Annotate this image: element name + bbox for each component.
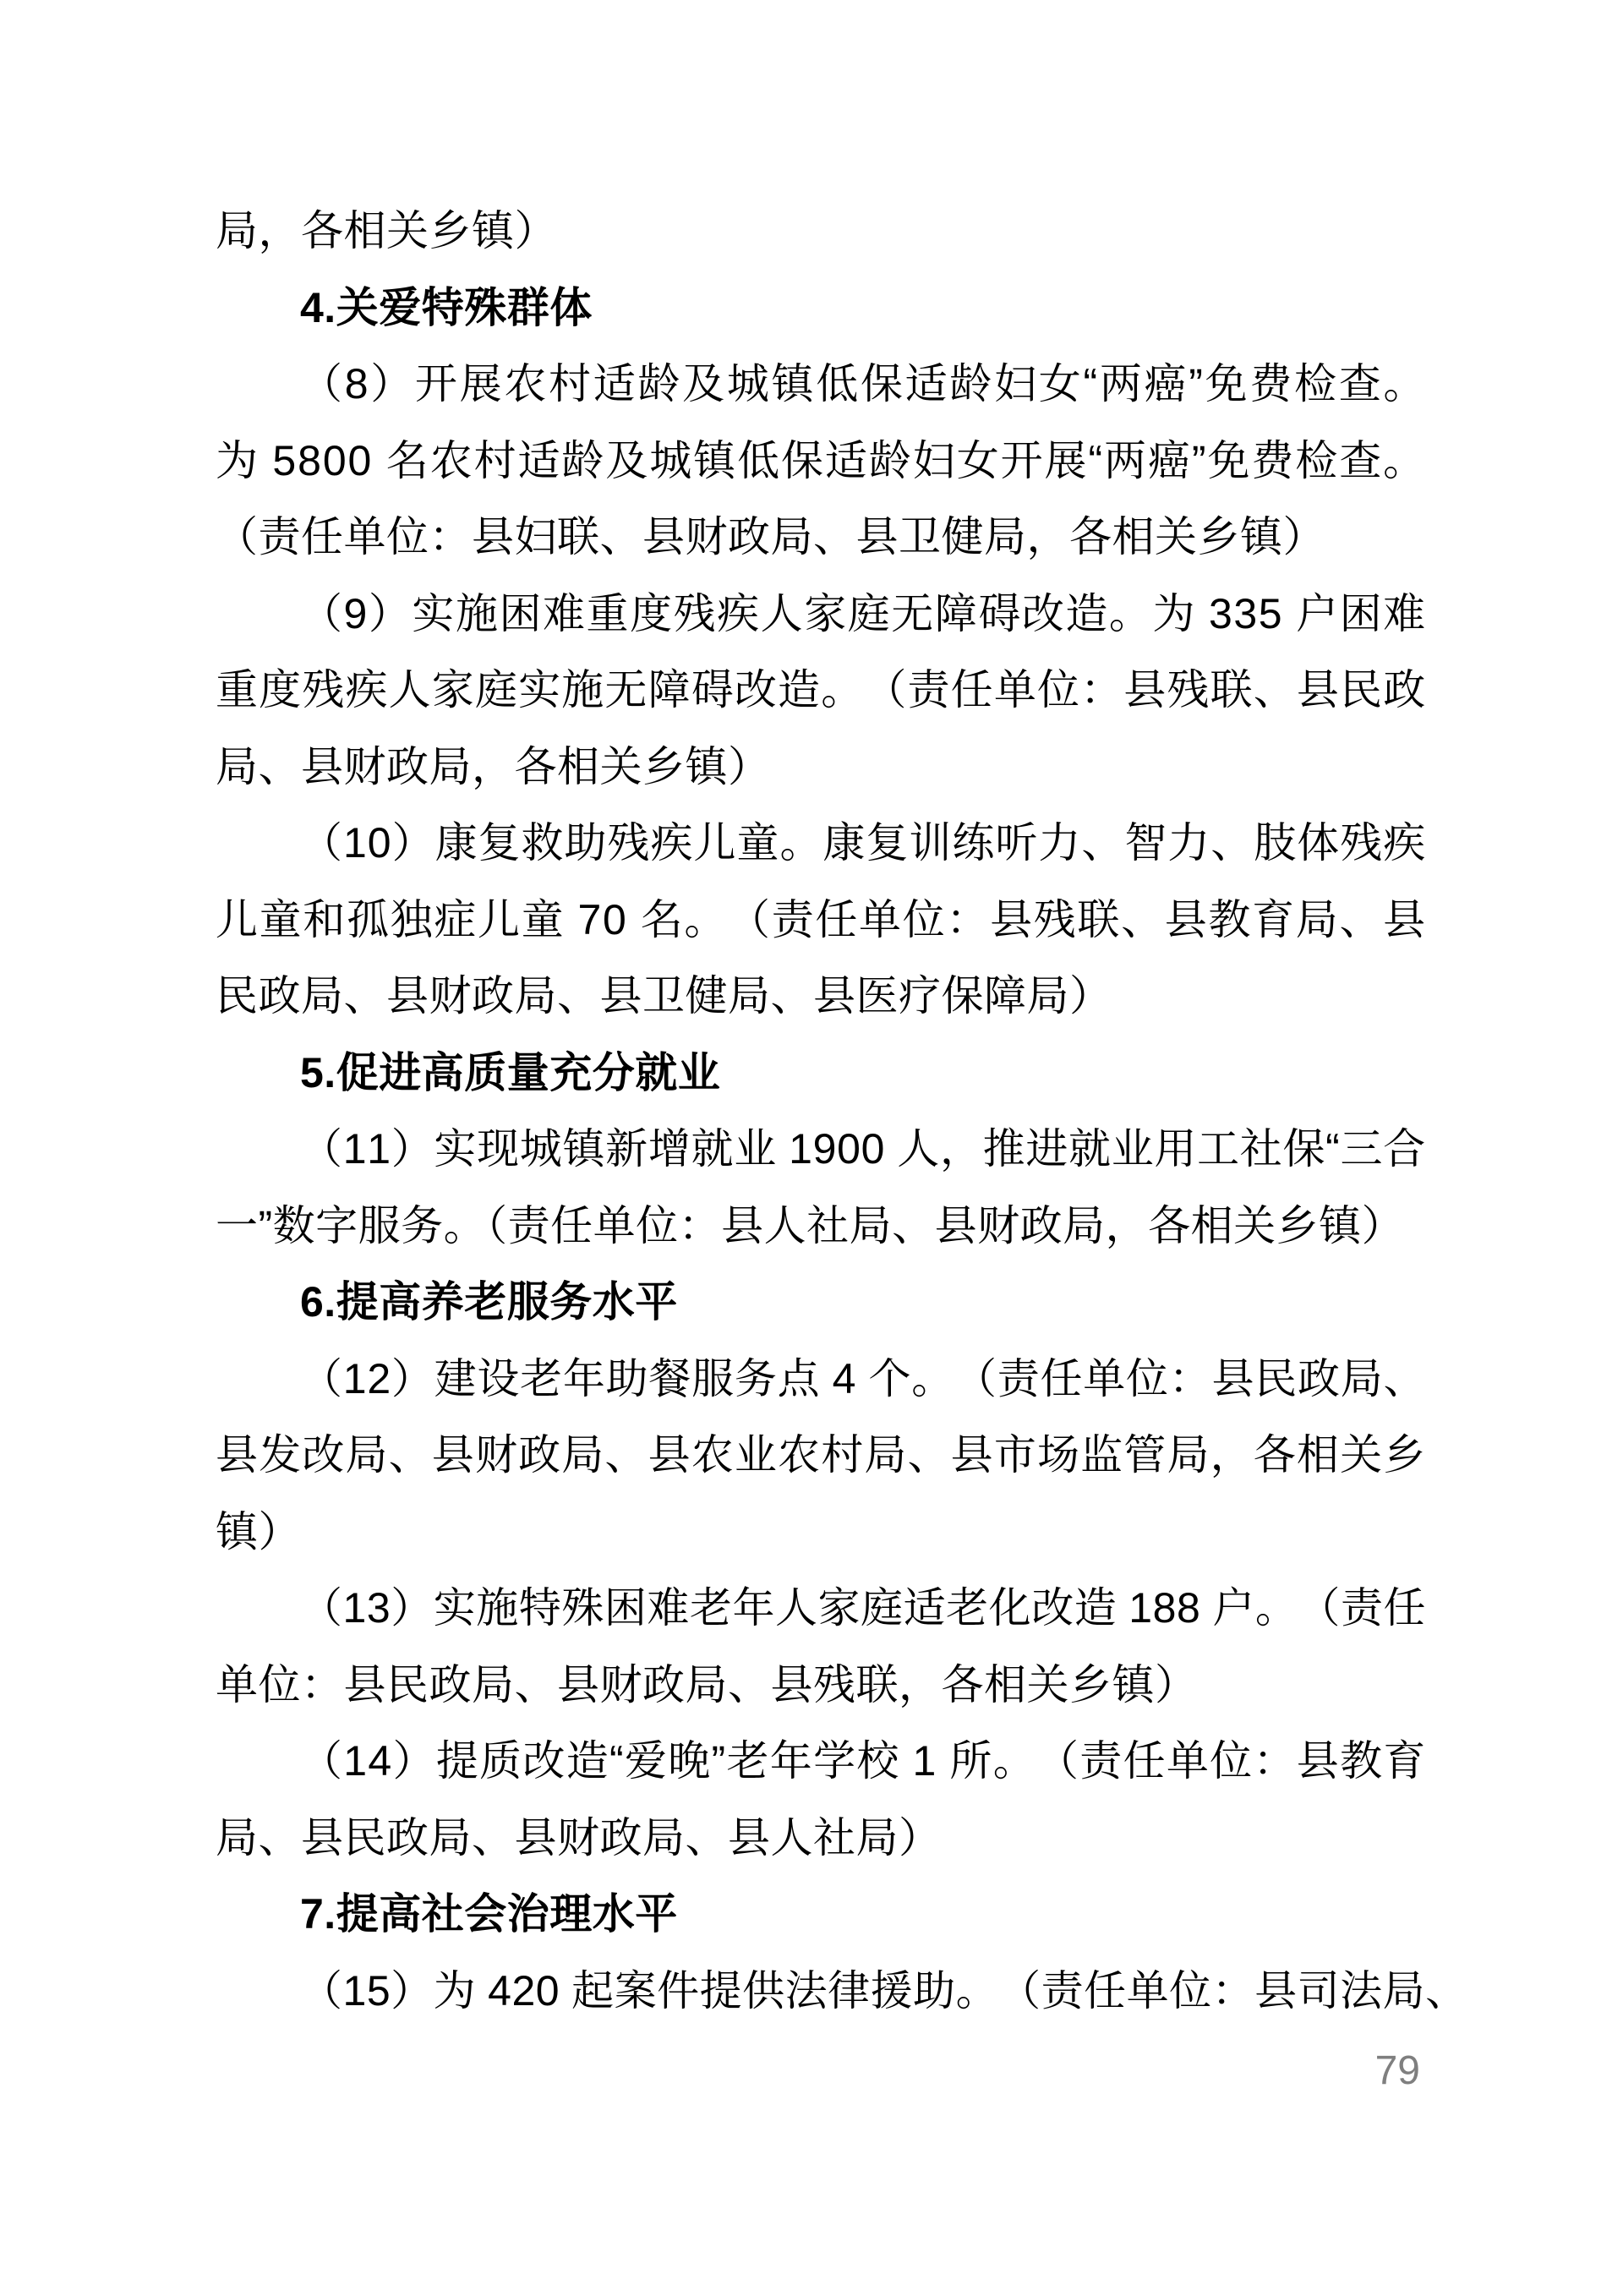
text-line: （ 1 3 ） 实 施 特 殊 困 难 老 年 人 家 庭 适 老 化 改 造 1 8 8 户 。 （ 责 任	[300, 1584, 1426, 1632]
text-line: 镇）	[216, 1507, 301, 1555]
text-line: 局、县民政局、县财政局、县人社局）	[216, 1813, 942, 1861]
section-heading: 7.提高社会治理水平	[300, 1890, 678, 1938]
text-line: 民政局、县财政局、县卫健局、县医疗保障局）	[216, 972, 1112, 1020]
text-line: 单位：县民政局、县财政局、县残联，各相关乡镇）	[216, 1660, 1198, 1708]
section-heading: 5.促进高质量充分就业	[300, 1048, 721, 1096]
text-line: 一”数字服务。（责任单位：县人社局、县财政局，各相关乡镇）	[216, 1201, 1405, 1249]
text-line: （ 1 1 ） 实 现 城 镇 新 增 就 业 1 9 0 0 人 ， 推 进 就 业 用 工 社 保 “ 三 合	[300, 1125, 1426, 1173]
text-line: （ 8 ） 开 展 农 村 适 龄 及 城 镇 低 保 适 龄 妇 女 “ 两 癌 ” 免 费 检 查 。	[300, 360, 1426, 407]
page-number: 79	[1374, 2048, 1420, 2093]
section-heading: 4.关爱特殊群体	[300, 283, 593, 331]
document-body	[216, 193, 1468, 2029]
text-line: 重 度 残 疾 人 家 庭 实 施 无 障 碍 改 造 。 （ 责 任 单 位 ： 县 残 联 、 县 民 政	[216, 666, 1426, 713]
text-line: （ 1 4 ） 提 质 改 造 “ 爱 晚 ” 老 年 学 校 1 所 。 （ 责 任 单 位 ： 县 教 育	[300, 1737, 1426, 1785]
text-line: 为 5 8 0 0 名 农 村 适 龄 及 城 镇 低 保 适 龄 妇 女 开 展 “ 两 癌 ” 免 费 检 查 。	[216, 436, 1426, 484]
text-line: （ 1 5 ） 为 4 2 0 起 案 件 提 供 法 律 援 助 。 （ 责 任 单 位 ： 县 司 法 局 、	[300, 1966, 1468, 2014]
section-heading: 6.提高养老服务水平	[300, 1278, 678, 1326]
text-line: （ 1 2 ） 建 设 老 年 助 餐 服 务 点 4 个 。 （ 责 任 单 位 ： 县 民 政 局 、	[300, 1354, 1426, 1402]
text-line: （ 9 ） 实 施 困 难 重 度 残 疾 人 家 庭 无 障 碍 改 造 。 为 3 3 5 户 困 难	[300, 589, 1426, 637]
text-line: （ 1 0 ） 康 复 救 助 残 疾 儿 童 。 康 复 训 练 听 力 、 智 力 、 肢 体 残 疾	[300, 819, 1426, 866]
text-line: 儿 童 和 孤 独 症 儿 童 7 0 名 。 （ 责 任 单 位 ： 县 残 联 、 县 教 育 局 、 县	[216, 895, 1426, 943]
text-line: 县 发 改 局 、 县 财 政 局 、 县 农 业 农 村 局 、 县 市 场 监 管 局 ， 各 相 关 乡	[216, 1431, 1426, 1479]
text-line: （责任单位：县妇联、县财政局、县卫健局，各相关乡镇）	[216, 513, 1325, 560]
text-line: 局、县财政局，各相关乡镇）	[216, 742, 771, 790]
text-line: 局，各相关乡镇）	[216, 207, 557, 254]
